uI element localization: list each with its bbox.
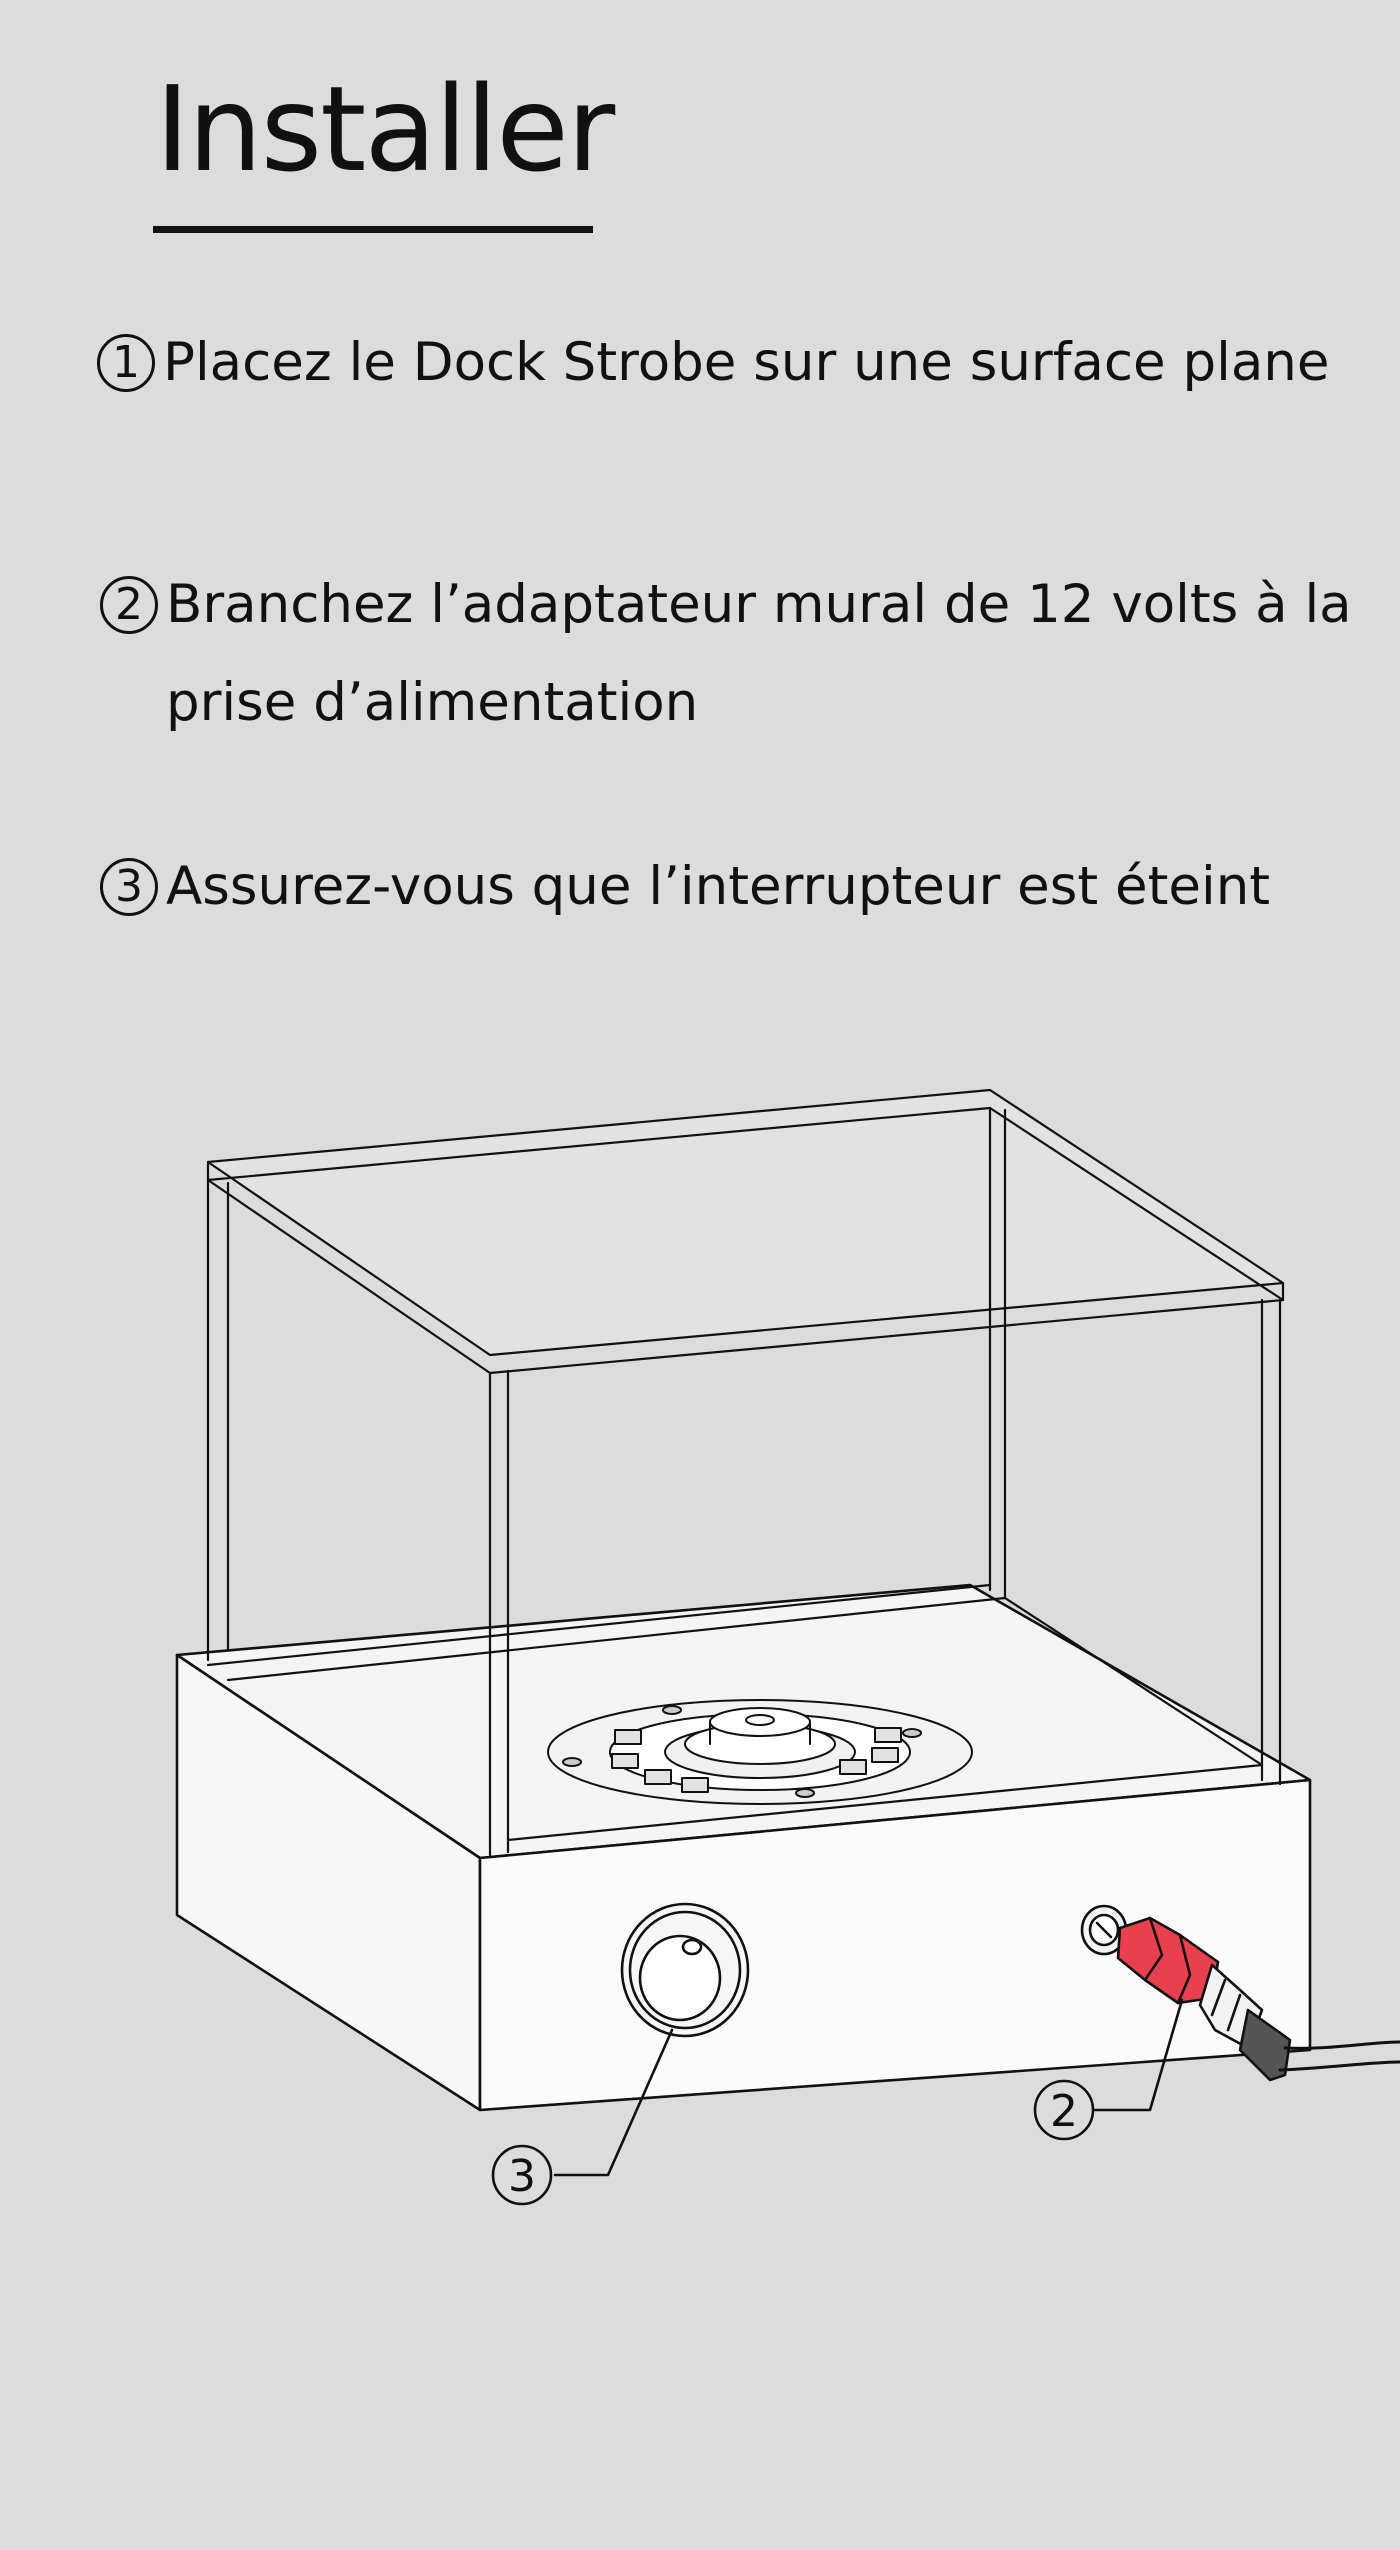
title-underline [153, 226, 593, 233]
turntable [548, 1700, 972, 1804]
callout-3-label: 3 [508, 2151, 536, 2202]
step-1-text: Placez le Dock Strobe sur une surface plane [163, 332, 1330, 393]
dock-base [177, 1585, 1310, 2110]
callout-2-label: 2 [1050, 2086, 1078, 2137]
step-3-text: Assurez-vous que l’interrupteur est éteint [166, 856, 1271, 917]
power-switch [622, 1904, 748, 2036]
page-title: Installer [155, 60, 614, 198]
step-1 [97, 314, 1377, 412]
step-2-number: 2 [100, 576, 158, 634]
step-3 [100, 838, 1370, 936]
dock-strobe-illustration [0, 1050, 1400, 2290]
step-1-number: 1 [97, 334, 155, 392]
step-2 [100, 556, 1370, 752]
step-2-text: Branchez l’adaptateur mural de 12 volts à la prise d’alimentation [166, 574, 1352, 733]
step-3-number: 3 [100, 858, 158, 916]
